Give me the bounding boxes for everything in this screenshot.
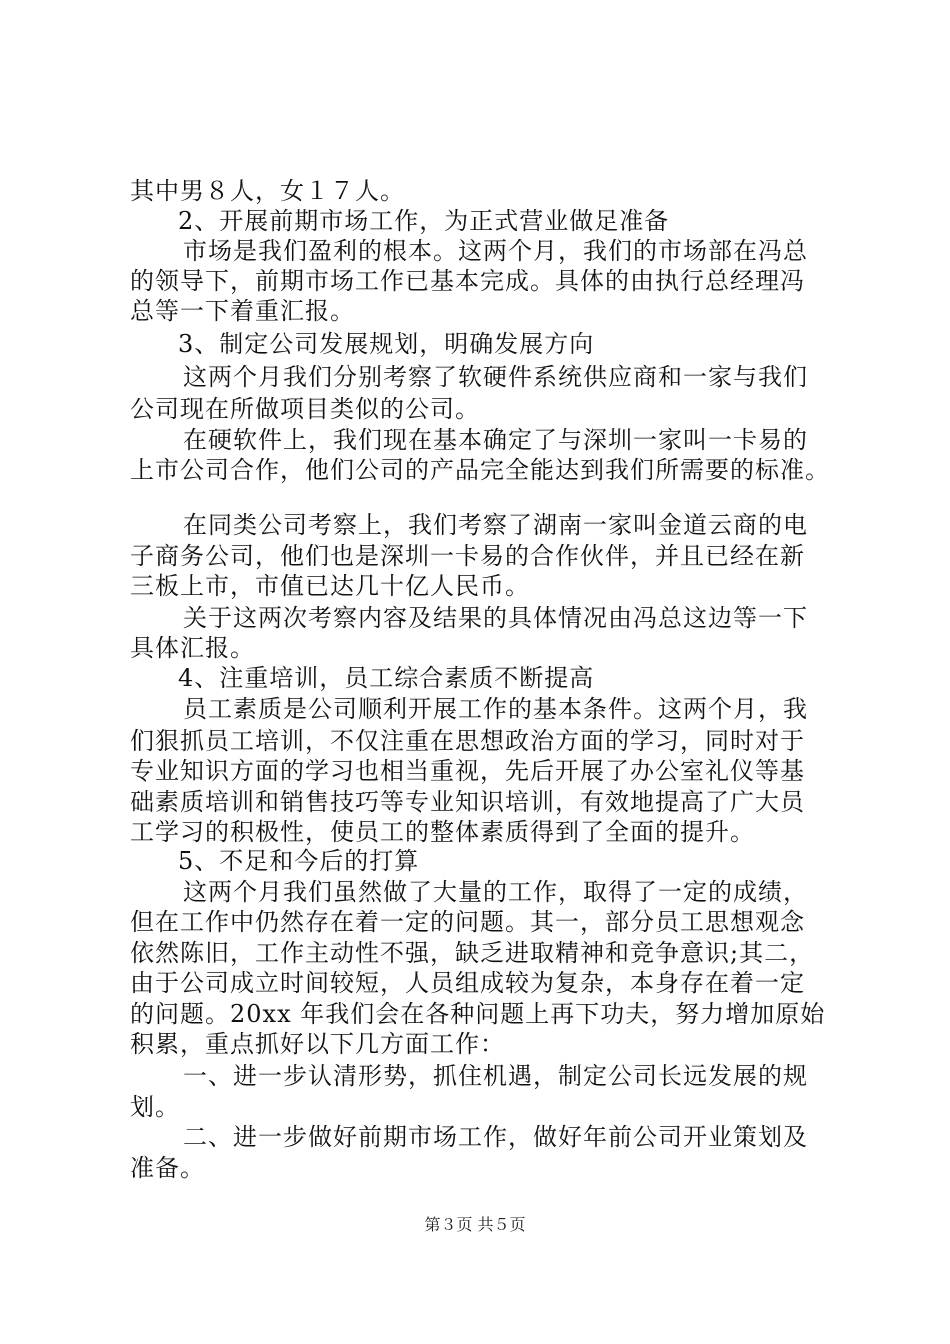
section-heading: 2、开展前期市场工作，为正式营业做足准备 [178, 207, 670, 235]
text-line: 依然陈旧，工作主动性不强，缺乏进取精神和竞争意识;其二， [130, 939, 815, 967]
text-line: 在同类公司考察上，我们考察了湖南一家叫金道云商的电 [183, 511, 808, 539]
text-line: 三板上市，市值已达几十亿人民币。 [130, 572, 530, 600]
text-line: 二、进一步做好前期市场工作，做好年前公司开业策划及 [183, 1123, 808, 1151]
text-line: 公司现在所做项目类似的公司。 [130, 395, 480, 423]
text-line: 子商务公司，他们也是深圳一卡易的合作伙伴，并且已经在新 [130, 542, 805, 570]
text-line: 员工素质是公司顺利开展工作的基本条件。这两个月，我 [183, 695, 808, 723]
text-line: 但在工作中仍然存在着一定的问题。其一，部分员工思想观念 [130, 908, 805, 936]
text-line: 工学习的积极性，使员工的整体素质得到了全面的提升。 [130, 818, 755, 846]
text-line: 上市公司合作，他们公司的产品完全能达到我们所需要的标准。 [130, 456, 830, 484]
text-line: 的领导下，前期市场工作已基本完成。具体的由执行总经理冯 [130, 267, 805, 295]
text-line: 们狠抓员工培训，不仅注重在思想政治方面的学习，同时对于 [130, 727, 805, 755]
text-line: 这两个月我们分别考察了软硬件系统供应商和一家与我们 [183, 363, 808, 391]
page-number-footer: 第３页 共５页 [424, 1215, 526, 1234]
text-line: 关于这两次考察内容及结果的具体情况由冯总这边等一下 [183, 604, 808, 632]
text-line: 由于公司成立时间较短，人员组成较为复杂，本身存在着一定 [130, 969, 805, 997]
text-line: 这两个月我们虽然做了大量的工作，取得了一定的成绩， [183, 878, 808, 906]
text-line: 在硬软件上，我们现在基本确定了与深圳一家叫一卡易的 [183, 426, 808, 454]
text-line: 专业知识方面的学习也相当重视，先后开展了办公室礼仪等基 [130, 757, 805, 785]
text-line: 总等一下着重汇报。 [130, 297, 355, 325]
text-line: 一、进一步认清形势，抓住机遇，制定公司长远发展的规 [183, 1062, 808, 1090]
text-line: 准备。 [130, 1154, 205, 1182]
text-line: 础素质培训和销售技巧等专业知识培训，有效地提高了广大员 [130, 788, 805, 816]
section-heading: 3、制定公司发展规划，明确发展方向 [178, 330, 595, 358]
text-line: 积累，重点抓好以下几方面工作： [130, 1030, 505, 1058]
text-line: 的问题。20xx 年我们会在各种问题上再下功夫，努力增加原始 [130, 1000, 826, 1028]
text-line: 市场是我们盈利的根本。这两个月，我们的市场部在冯总 [183, 237, 808, 265]
text-line: 其中男８人，女１７人。 [130, 177, 405, 205]
text-line: 具体汇报。 [130, 634, 255, 662]
text-line: 划。 [130, 1093, 180, 1121]
section-heading: 5、不足和今后的打算 [178, 847, 420, 875]
section-heading: 4、注重培训，员工综合素质不断提高 [178, 664, 595, 692]
